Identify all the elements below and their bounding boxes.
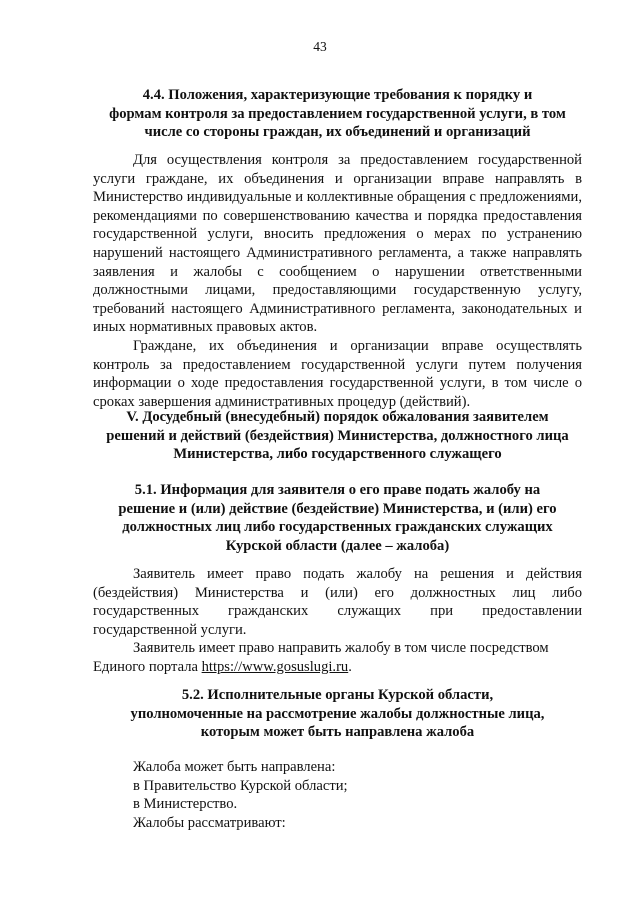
heading-line: которым может быть направлена жалоба bbox=[200, 724, 475, 741]
paragraph bbox=[93, 639, 582, 676]
heading-line: V. Досудебный (внесудебный) порядок обжалования заявителем bbox=[126, 409, 549, 425]
paragraph-text: Заявитель имеет право направить жалобу в том числе посредством Единого портала bbox=[93, 640, 549, 675]
section-4-4-heading bbox=[93, 86, 582, 142]
heading-line: Министерства, либо государственного служащего bbox=[173, 446, 502, 463]
text-line: в Министерство. bbox=[133, 796, 238, 813]
section-5-1-heading bbox=[93, 481, 582, 555]
heading-line: решение и (или) действие (бездействие) Министерства, и (или) его bbox=[118, 500, 557, 517]
heading-line: решений и действий (бездействия) Министерства, должностного лица bbox=[106, 427, 569, 444]
heading-line: 5.1. Информация для заявителя о его праве подать жалобу на bbox=[134, 482, 541, 498]
text-line: Жалобы рассматривают: bbox=[133, 814, 286, 831]
paragraph-text: . bbox=[348, 658, 352, 675]
paragraph: Граждане, их объединения и организации вправе осуществлять контроль за предоставлением государственной услуги путем получения информации о ходе предоставления государственной услуги, в том числе о сроках завершения административных процедур (действий). bbox=[93, 337, 582, 410]
section-v-heading bbox=[93, 408, 582, 464]
heading-line: числе со стороны граждан, их объединений и организаций bbox=[144, 124, 531, 141]
paragraph: Заявитель имеет право подать жалобу на решения и действия (бездействия) Министерства и (или) его должностных лиц либо государственных гражданских служащих при предоставлении государственной услуги. bbox=[93, 566, 582, 638]
text-line: в Правительство Курской области; bbox=[133, 777, 348, 794]
page-number: 43 bbox=[313, 39, 327, 54]
heading-line: 4.4. Положения, характеризующие требования к порядку и bbox=[142, 87, 533, 103]
heading-line: Курской области (далее – жалоба) bbox=[225, 537, 450, 554]
gosuslugi-link[interactable]: https://www.gosuslugi.ru bbox=[201, 658, 349, 675]
heading-line: формам контроля за предоставлением государственной услуги, в том bbox=[109, 105, 566, 122]
section-5-2-heading bbox=[93, 686, 582, 742]
heading-line: 5.2. Исполнительные органы Курской области, bbox=[181, 687, 494, 703]
paragraph: Для осуществления контроля за предоставлением государственной услуги граждане, их объединения и организации вправе направлять в Министерство индивидуальные и коллективные обращения с предложениями, рекомендациями по совершенствованию качества и порядка предоставления государственной услуги, вносить предложения о мерах по устранению нарушений настоящего Административного регламента, а также направлять заявления и жалобы с сообщением о нарушении ответственными должностными лицами, предоставляющими государственную услугу, требований настоящего Административного регламента, законодательных и иных нормативных правовых актов. bbox=[93, 152, 582, 336]
section-5-1-body bbox=[93, 565, 582, 677]
heading-line: уполномоченные на рассмотрение жалобы должностные лица, bbox=[130, 705, 545, 722]
section-4-4-body bbox=[93, 151, 582, 411]
heading-line: должностных лиц либо государственных гражданских служащих bbox=[122, 519, 553, 536]
section-5-2-body bbox=[93, 758, 582, 832]
text-line: Жалоба может быть направлена: bbox=[133, 759, 336, 775]
